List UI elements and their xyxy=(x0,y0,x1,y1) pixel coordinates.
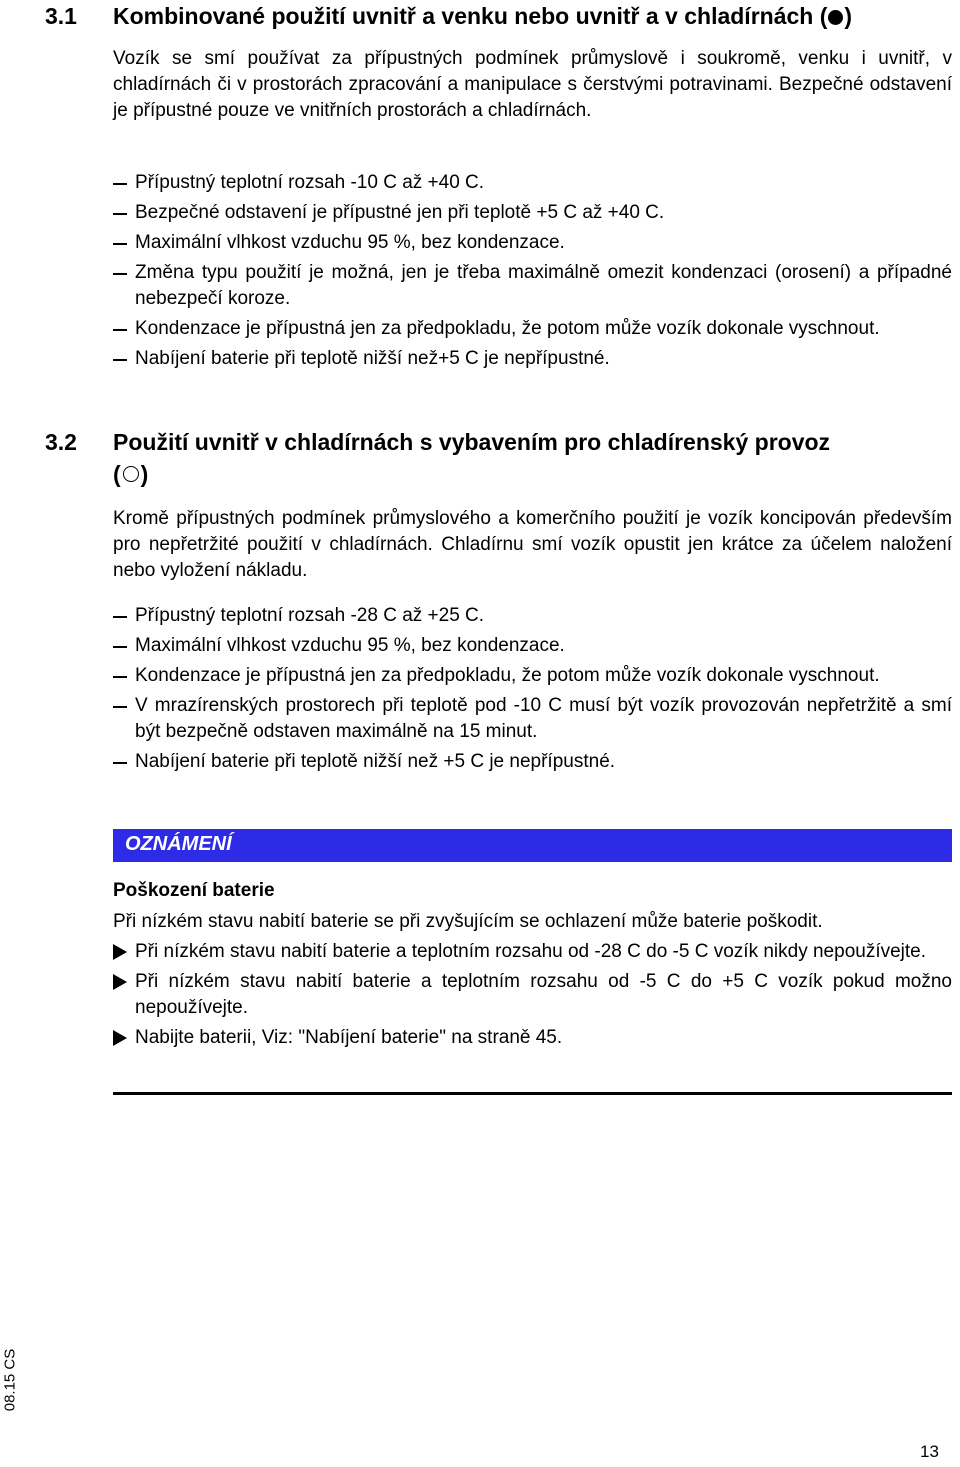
notice-text: Při nízkém stavu nabití baterie se při zvyšujícím se ochlazení může baterie poškodit. xyxy=(113,911,823,932)
list-item xyxy=(113,663,952,689)
list-item xyxy=(113,749,952,775)
hollow-circle-icon xyxy=(123,466,139,482)
section-title-text: Použití uvnitř v chladírnách s vybavením pro chladírenský provoz xyxy=(113,429,831,455)
list-item xyxy=(113,633,952,659)
dash-icon xyxy=(113,706,127,708)
list-item xyxy=(113,346,952,372)
list-item xyxy=(113,693,952,745)
list-item xyxy=(113,170,952,196)
list-item-text: Přípustný teplotní rozsah -10 C až +40 C. xyxy=(135,172,485,193)
conditions-list-3-1 xyxy=(113,170,952,372)
section-number: 3.2 xyxy=(45,429,77,455)
list-item xyxy=(113,1025,952,1051)
conditions-list-3-2 xyxy=(113,603,952,775)
arrow-right-icon xyxy=(113,944,127,960)
notice-bottom-rule xyxy=(113,1092,952,1095)
arrow-right-icon xyxy=(113,974,127,990)
section-title-open: ( xyxy=(113,461,121,487)
dash-icon xyxy=(113,243,127,245)
notice-title: Poškození baterie xyxy=(113,880,275,901)
list-item xyxy=(113,230,952,256)
list-item-text: Bezpečné odstavení je přípustné jen při teplotě +5 C až +40 C. xyxy=(135,202,665,223)
section-title-text: Kombinované použití uvnitř a venku nebo uvnitř a v chladírnách ( xyxy=(113,3,828,29)
section-intro: Vozík se smí používat za přípustných podmínek průmyslově i soukromě, venku i uvnitř, v chladírnách či v prostorách zpracování a manipulace s čerstvými potravinami. Bezpečné odstavení je přípustné pouze ve vnitřních prostorách a chladírnách. xyxy=(113,48,952,121)
section-intro: Kromě přípustných podmínek průmyslového a komerčního použití je vozík koncipován především pro nepřetržité použití v chladírnách. Chladírnu smí vozík opustit jen krátce za účelem naložení nebo vyložení nákladu. xyxy=(113,508,952,581)
list-item xyxy=(113,260,952,312)
dash-icon xyxy=(113,213,127,215)
section-title xyxy=(113,426,950,490)
dash-icon xyxy=(113,359,127,361)
list-item-text: V mrazírenských prostorech při teplotě pod -10 C musí být vozík provozován nepřetržitě a smí být bezpečně odstaven maximálně na 15 minut. xyxy=(135,695,952,742)
list-item-text: Kondenzace je přípustná jen za předpokladu, že potom může vozík dokonale vyschnout. xyxy=(135,665,880,686)
list-item-text: Při nízkém stavu nabití baterie a teplotním rozsahu od -28 C do -5 C vozík nikdy nepoužívejte. xyxy=(135,941,927,962)
list-item xyxy=(113,969,952,1021)
list-item-text: Změna typu použití je možná, jen je třeba maximálně omezit kondenzaci (orosení) a případné nebezpečí koroze. xyxy=(135,262,952,309)
notice-label: OZNÁMENÍ xyxy=(125,833,232,855)
section-title-close: ) xyxy=(844,3,853,29)
section-number: 3.1 xyxy=(45,3,77,29)
dash-icon xyxy=(113,329,127,331)
arrow-right-icon xyxy=(113,1030,127,1046)
list-item xyxy=(113,316,952,342)
list-item-text: Při nízkém stavu nabití baterie a teplotním rozsahu od -5 C do +5 C vozík pokud možno nepoužívejte. xyxy=(135,971,952,1018)
list-item-text: Nabíjení baterie při teplotě nižší než +5 C je nepřípustné. xyxy=(135,751,616,772)
dash-icon xyxy=(113,676,127,678)
document-revision-code xyxy=(0,1340,20,1420)
list-item-text: Maximální vlhkost vzduchu 95 %, bez kondenzace. xyxy=(135,232,565,253)
list-item xyxy=(113,200,952,226)
notice-steps xyxy=(113,939,952,1051)
list-item-text: Nabijte baterii, Viz: "Nabíjení baterie" na straně 45. xyxy=(135,1027,563,1048)
list-item-text: Přípustný teplotní rozsah -28 C až +25 C. xyxy=(135,605,485,626)
list-item-text: Maximální vlhkost vzduchu 95 %, bez kondenzace. xyxy=(135,635,565,656)
dash-icon xyxy=(113,762,127,764)
dash-icon xyxy=(113,646,127,648)
list-item xyxy=(113,603,952,629)
list-item-text: Kondenzace je přípustná jen za předpokladu, že potom může vozík dokonale vyschnout. xyxy=(135,318,880,339)
revision-code-text: 08.15 CS xyxy=(1,1348,19,1412)
page-number: 13 xyxy=(920,1442,939,1461)
notice-banner xyxy=(113,829,952,862)
dash-icon xyxy=(113,183,127,185)
list-item xyxy=(113,939,952,965)
section-title-close: ) xyxy=(140,461,149,487)
dash-icon xyxy=(113,273,127,275)
list-item-text: Nabíjení baterie při teplotě nižší než+5 C je nepřípustné. xyxy=(135,348,610,369)
dash-icon xyxy=(113,616,127,618)
filled-circle-icon xyxy=(828,10,843,25)
section-title xyxy=(113,0,950,32)
